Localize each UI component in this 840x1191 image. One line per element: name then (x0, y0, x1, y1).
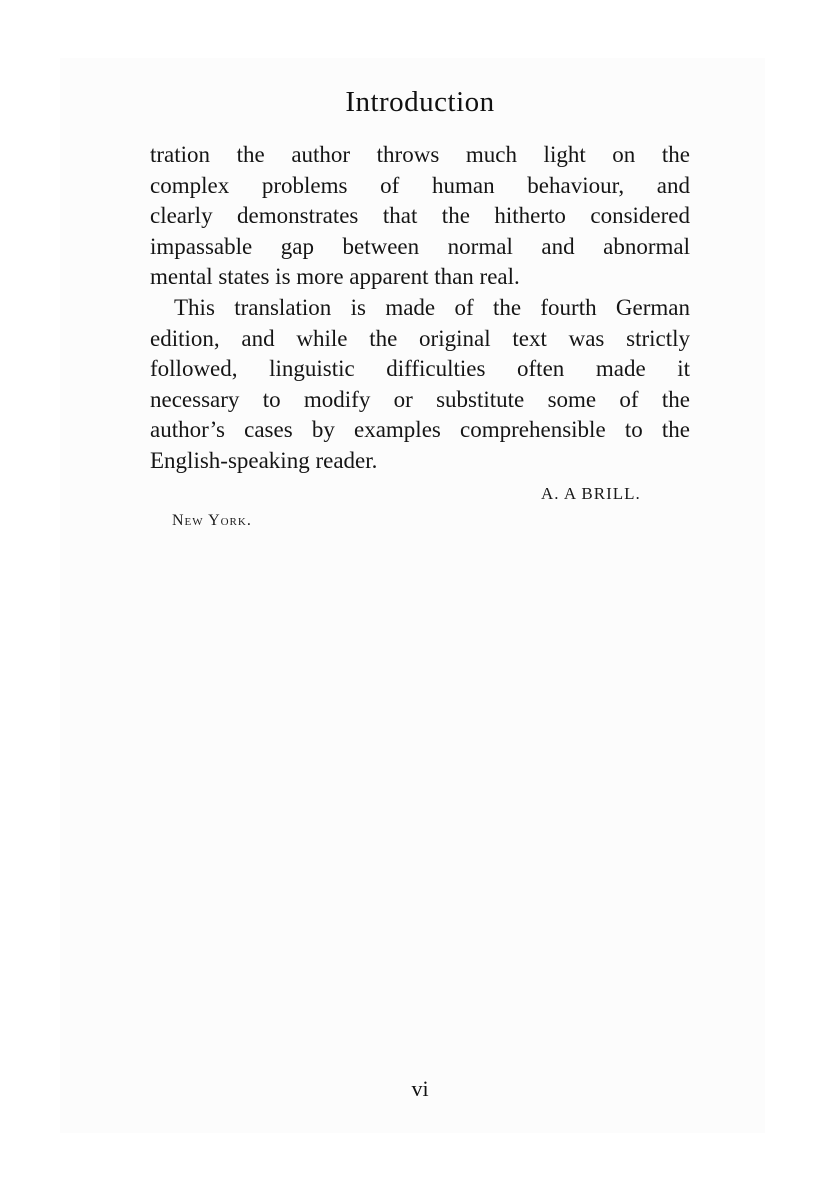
text-line: English-speaking reader. (150, 447, 378, 473)
signature: A. A BRILL. (541, 484, 641, 503)
text-line: tration the author throws much light on the (150, 142, 690, 167)
text-line: edition, and while the original text was strictly (150, 325, 690, 351)
text-line: followed, linguistic difficulties often made it (150, 356, 690, 382)
text-line: author’s cases by examples comprehensible to the (150, 417, 690, 443)
paragraph (150, 293, 690, 477)
place-name: New York. (172, 512, 252, 529)
text-line: impassable gap between normal and abnormal (150, 233, 690, 259)
text-line: complex problems of human behaviour, and (150, 172, 690, 198)
running-head: Introduction (345, 86, 495, 118)
page-number: vi (411, 1076, 429, 1101)
paragraph (150, 140, 690, 293)
text-line: clearly demonstrates that the hitherto considered (150, 203, 690, 229)
text-line: This translation is made of the fourth German (174, 294, 690, 320)
text-line: mental states is more apparent than real. (150, 264, 520, 290)
text-line: necessary to modify or substitute some of the (150, 386, 690, 412)
body-text (150, 140, 690, 477)
